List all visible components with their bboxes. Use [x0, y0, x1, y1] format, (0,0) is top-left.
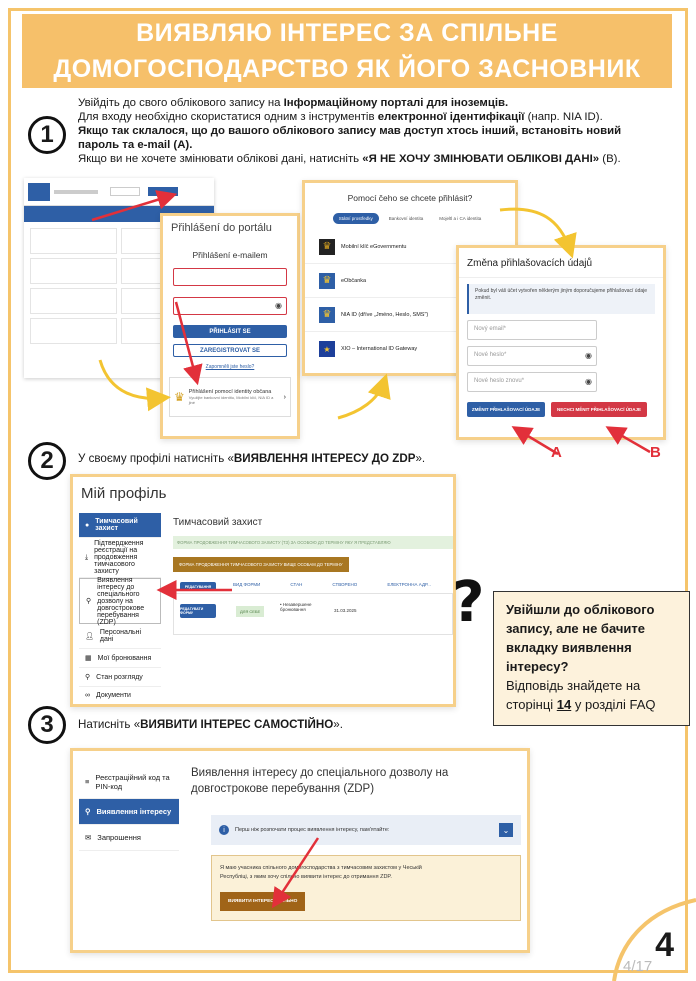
menu-label: Персональні дані: [99, 629, 142, 643]
step2-text-b: ВИЯВЛЕННЯ ІНТЕРЕСУ ДО ZDP: [233, 452, 416, 465]
new-password-placeholder: Nové heslo*: [474, 352, 507, 358]
menu-label: Підтвердження реєстрації на продовження тимчасового захисту: [94, 540, 144, 575]
faq-q1: Увійшли до облікового: [506, 602, 655, 617]
menu-status[interactable]: [79, 668, 161, 687]
zdp-title-2: довгострокове перебування (ZDP): [191, 783, 375, 795]
menu-label: Запрошення: [97, 833, 141, 842]
repeat-password-placeholder: Nové heslo znovu*: [474, 378, 525, 384]
envelope-icon: ✉: [85, 833, 92, 842]
login-email-field[interactable]: [173, 268, 287, 286]
zdp-screenshot: [70, 748, 530, 953]
menu-interest[interactable]: [79, 799, 179, 825]
menu-label: Виявлення інтересу: [96, 807, 172, 816]
forgot-password-link[interactable]: Zapomněli jste heslo?: [205, 364, 255, 370]
date-text: 31.03.2025: [334, 608, 357, 613]
zdp-title: [191, 765, 521, 797]
step1-text-e: (напр. NIA ID).: [524, 111, 603, 123]
faq-q4: інтересу?: [506, 659, 569, 674]
list-icon: ≡: [85, 777, 90, 786]
tab-bank[interactable]: Bankovní identita: [388, 216, 424, 221]
link-icon: ∞: [85, 692, 90, 699]
login-screenshot: [160, 213, 300, 439]
profile-title: Мій профіль: [81, 485, 167, 502]
change-title: Změna přihlašovacích údajů: [459, 248, 663, 278]
login-password-field[interactable]: [173, 297, 287, 315]
title-line-1: ВИЯВЛЯЮ ІНТЕРЕС ЗА СПІЛЬНЕ: [136, 19, 558, 47]
step1-text-f: Якщо так склалося, що до вашого облікового запису мав доступ хтось інший, встановіть новий: [78, 125, 622, 137]
login-subtitle: Přihlášení e-mailem: [192, 250, 268, 260]
step3-text-c: ».: [333, 718, 343, 731]
step1-text-c: Для входу необхідно скористатися одним з інструментів: [78, 111, 378, 123]
menu-temporary-protection[interactable]: [79, 513, 161, 538]
step1-text-g: пароль та e-mail (A).: [78, 139, 193, 151]
menu-zdp-interest[interactable]: [79, 578, 161, 624]
eye-icon[interactable]: ◉: [275, 301, 282, 310]
eu-flag-icon: ★: [319, 341, 335, 357]
step1-text-h: Якщо ви не хочете змінювати облікові дані, натисніть: [78, 153, 363, 165]
step1-text-d: електронної ідентифікації: [377, 111, 525, 123]
menu-registration[interactable]: [79, 538, 161, 578]
page-number: 4: [655, 926, 674, 964]
step1-text-i: «Я НЕ ХОЧУ ЗМІНЮВАТИ ОБЛІКОВІ ДАНІ»: [362, 153, 600, 165]
method-label: Mobilní klíč eGovernmentu: [341, 243, 407, 250]
eye-icon[interactable]: ◉: [585, 377, 592, 386]
extend-form-button[interactable]: ФОРМА ПРОДОВЖЕННЯ ТИМЧАСОВОГО ЗАХИСТУ ВИЩЕ ОСОБАМ ДО ТЕРМІНУ: [173, 557, 349, 572]
edit-button[interactable]: РЕДАГУВАННЯ: [180, 582, 216, 591]
pin-icon: ⚲: [86, 598, 92, 605]
label-a: A: [551, 444, 562, 461]
household-box: [211, 855, 521, 921]
label-b: B: [650, 444, 661, 461]
login-title: Přihlášení do portálu: [171, 222, 272, 234]
faq-box: [493, 591, 690, 726]
menu-label: Тимчасовий захист: [95, 518, 138, 532]
identity-title: Přihlášení pomocí identity občana: [188, 389, 272, 395]
change-credentials-button[interactable]: ZMĚNIT PŘIHLAŠOVACÍ ÚDAJE: [467, 402, 545, 417]
faq-a2: [506, 695, 679, 714]
faq-q3: вкладку виявлення: [506, 640, 632, 655]
skip-change-button[interactable]: NECHCI MĚNIT PŘIHLAŠOVACÍ ÚDAJE: [551, 402, 647, 417]
menu-label: Стан розгляду: [96, 673, 143, 681]
pin-icon: ⚲: [85, 674, 91, 681]
question-mark-icon: ?: [452, 570, 485, 635]
tab-state[interactable]: Státní prostředky: [333, 213, 379, 224]
household-text-2: Республіці, з яким хочу спільно виявити інтерес до отримання ZDP.: [220, 874, 392, 880]
menu-bookings[interactable]: [79, 649, 161, 668]
step-3-text: [78, 718, 343, 732]
calendar-icon: ▦: [85, 655, 92, 662]
state-text: • Незавершене бронювання: [280, 602, 312, 612]
step1-text-b: Інформаційному порталі для іноземців.: [283, 97, 509, 109]
method-label: NIA ID (dříve „Jméno, Heslo, SMS"): [341, 311, 429, 318]
state-value: Незавершене бронювання: [280, 602, 312, 612]
col-header: СТАН: [290, 582, 303, 587]
menu-documents[interactable]: [79, 687, 161, 705]
new-email-field[interactable]: Nový email*: [467, 320, 597, 340]
faq-page-link[interactable]: 14: [556, 697, 572, 712]
menu-invitations[interactable]: [79, 825, 179, 851]
new-password-field[interactable]: [467, 346, 597, 366]
step-1-number: 1: [28, 116, 66, 154]
identity-login-option[interactable]: [169, 377, 291, 417]
faq-q2: запису, але не бачите: [506, 621, 645, 636]
portal-logo: [28, 183, 50, 201]
green-banner: ФОРМА ПРОДОВЖЕННЯ ТИМЧАСОВОГО ЗАХИСТУ (ТЗ) ЗА ОСОБОЮ ДО ТЕРМІНУ ЯКУ Я ПРЕДСТАВЛЯЮ: [173, 536, 453, 549]
method-label: XIO – International ID Gateway: [341, 346, 418, 352]
household-text-1: Я маю учасника спільного домогосподарства з тимчасовим захистом у Чеській: [220, 865, 422, 871]
title-line-2: ДОМОГОСПОДАРСТВО ЯК ЙОГО ЗАСНОВНИК: [53, 55, 641, 83]
col-header: ВИД ФОРМИ: [233, 582, 261, 587]
change-notice: Pokud byl váš účet vytvořen některým jiným doporučujeme přihlašovací údaje změnit.: [467, 284, 655, 314]
menu-personal-data[interactable]: [79, 624, 161, 649]
mobile-key-icon: ♛: [319, 239, 335, 255]
info-box[interactable]: [211, 815, 521, 845]
info-icon: i: [219, 825, 229, 835]
page-fraction: 4/17: [623, 958, 653, 975]
method-label: eObčanka: [341, 277, 367, 284]
step1-text-j: (B).: [599, 153, 621, 165]
menu-label: Документи: [96, 692, 131, 699]
zdp-title-1: Виявлення інтересу до спеціального дозволу на: [191, 767, 449, 779]
tag-self: ДЛЯ СЕБЕ: [236, 606, 264, 617]
change-credentials-screenshot: [456, 245, 666, 440]
step-2-text: [78, 452, 425, 466]
eye-icon[interactable]: ◉: [585, 351, 592, 360]
identity-sub: Využijte bankovní identitu, Mobilní klíč, NIA ID a jiné: [188, 395, 274, 405]
step-1-text: [78, 96, 678, 166]
table-header: [233, 582, 453, 587]
title-banner: [22, 14, 672, 88]
col-header: ЕЛЕКТРОННА АДР...: [387, 582, 431, 587]
step3-text-b: ВИЯВИТИ ІНТЕРЕС САМОСТІЙНО: [140, 718, 334, 731]
pin-icon: ⚲: [85, 807, 91, 816]
faq-a2-text: сторінці: [506, 697, 557, 712]
menu-registration-code[interactable]: [79, 765, 179, 799]
step-2-number: 2: [28, 442, 66, 480]
step3-text-a: Натисніть «: [78, 718, 141, 731]
login-button[interactable]: PŘIHLÁSIT SE: [173, 325, 287, 338]
chevron-down-icon[interactable]: ⌄: [499, 823, 513, 837]
menu-label: Мої бронювання: [97, 654, 152, 662]
info-text: Перш ніж розпочати процес виявлення інтересу, пам'ятайте:: [235, 827, 390, 833]
step1-text-a: Увійдіть до свого облікового запису на: [78, 97, 284, 109]
tab-other[interactable]: Mojeltl a i CA identita: [439, 216, 482, 221]
step2-text-a: У своєму профілі натисніть «: [78, 452, 234, 465]
section-title: Тимчасовий захист: [173, 517, 263, 528]
menu-label: Виявлення інтересу до спеціального дозволу на довгострокове перебування (ZDP): [97, 576, 145, 626]
nia-icon: ♛: [319, 307, 335, 323]
repeat-password-field[interactable]: [467, 372, 597, 392]
lion-emblem-icon: ♛: [174, 390, 185, 404]
profile-screenshot: [70, 474, 456, 707]
step2-text-c: ».: [415, 452, 426, 465]
faq-a1: Відповідь знайдете на: [506, 678, 641, 693]
choose-title: Pomocí čeho se chcete přihlásit?: [347, 193, 473, 203]
chevron-right-icon: ›: [283, 393, 286, 401]
user-icon: 👤︎: [85, 633, 94, 640]
download-icon: ⤓: [85, 553, 89, 561]
register-button[interactable]: ZAREGISTROVAT SE: [173, 344, 287, 357]
step-3-number: 3: [28, 706, 66, 744]
eobcanka-icon: ♛: [319, 273, 335, 289]
col-header: СТВОРЕНО: [332, 582, 358, 587]
edit-form-button[interactable]: РЕДАГУВАТИ ФОРМУ: [180, 604, 216, 618]
faq-a2-text: у розділі FAQ: [571, 697, 656, 712]
menu-label: Реєстраційний код та PIN-код: [95, 772, 170, 791]
circle-icon: ●: [85, 521, 90, 529]
declare-jointly-button[interactable]: ВИЯВИТИ ІНТЕРЕС СПІЛЬНО: [220, 892, 305, 911]
